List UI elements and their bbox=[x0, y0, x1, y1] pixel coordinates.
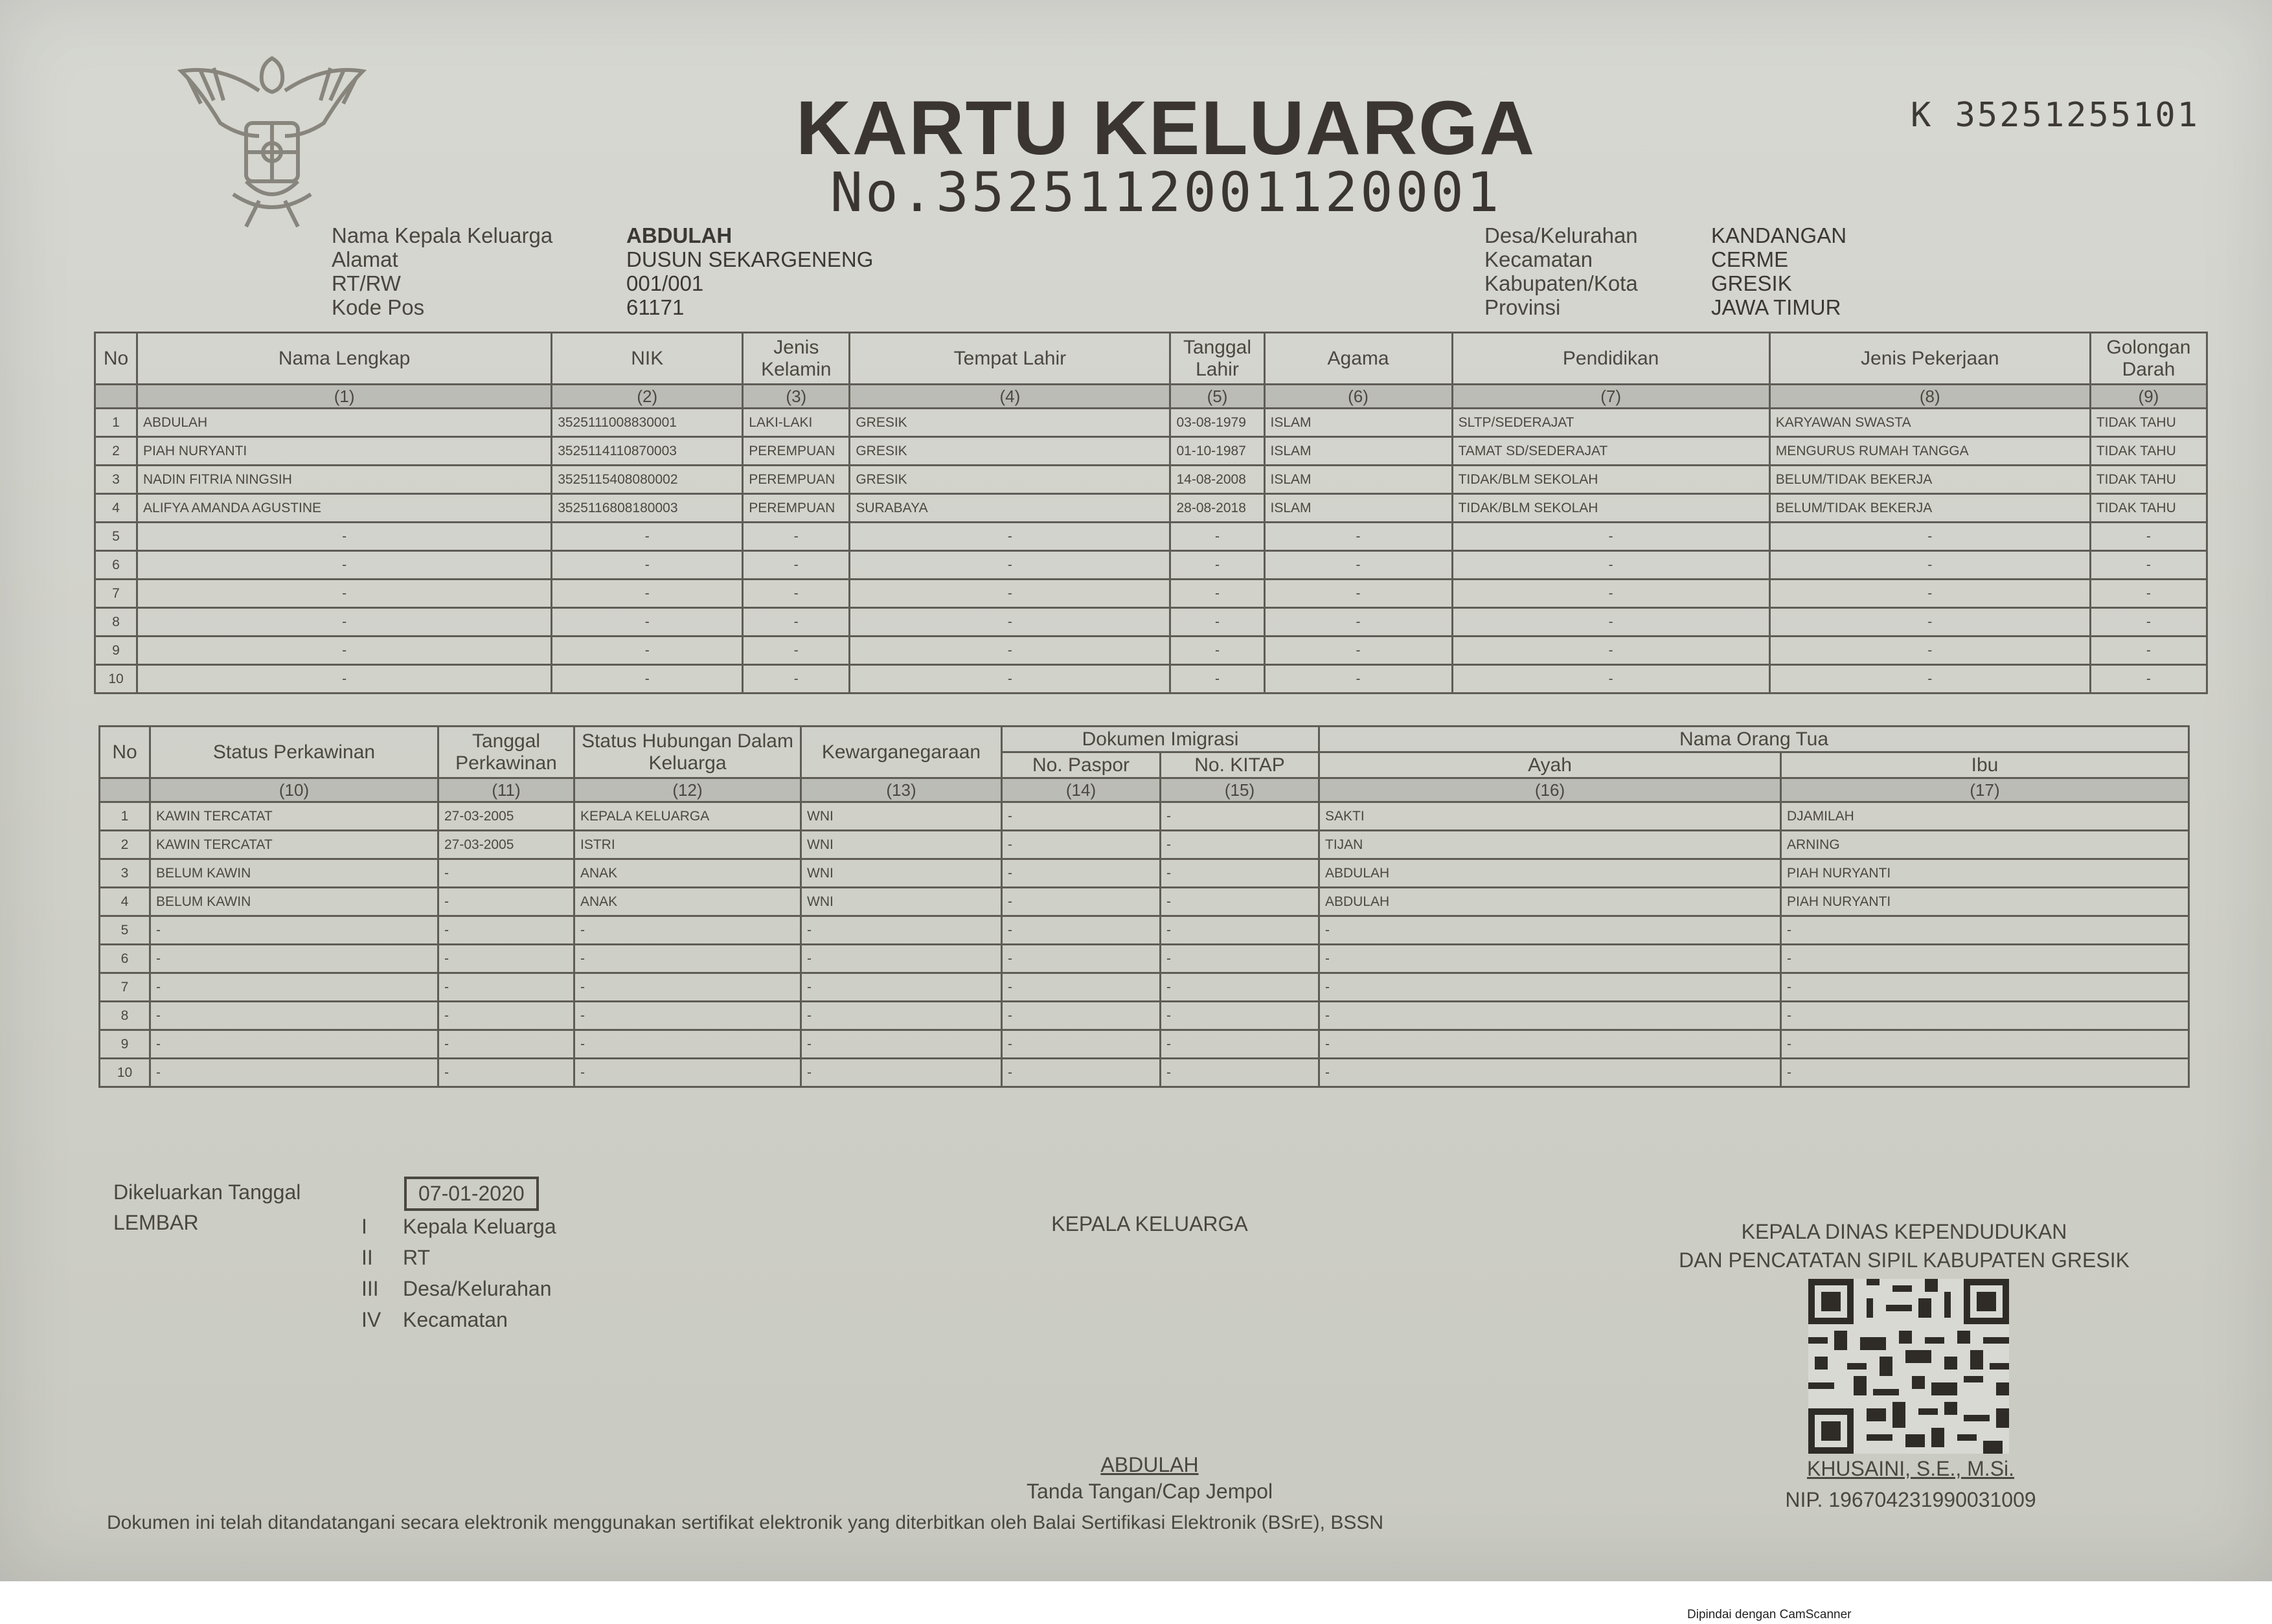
cell-tgl_kawin: 27-03-2005 bbox=[438, 802, 574, 831]
cell-ayah: ABDULAH bbox=[1319, 888, 1781, 916]
cell-tempat: GRESIK bbox=[850, 409, 1170, 437]
cell-tgl: 03-08-1979 bbox=[1170, 409, 1264, 437]
cell-tempat: - bbox=[850, 523, 1170, 551]
cell-no: 6 bbox=[100, 945, 150, 973]
cell-no: 1 bbox=[95, 409, 137, 437]
cell-status_kawin: BELUM KAWIN bbox=[150, 859, 438, 888]
info-value: ABDULAH bbox=[626, 223, 733, 247]
cell-hubungan: - bbox=[574, 1030, 801, 1059]
lembar-item: Kepala Keluarga bbox=[403, 1215, 556, 1238]
column-index-row bbox=[95, 385, 2207, 409]
cell-jk: - bbox=[743, 608, 850, 637]
cell-no: 3 bbox=[95, 466, 137, 494]
cell-nik: 3525111008830001 bbox=[552, 409, 743, 437]
col-index: (7) bbox=[1452, 385, 1769, 409]
cell-tempat: GRESIK bbox=[850, 437, 1170, 466]
cell-pekerjaan: - bbox=[1769, 637, 2090, 665]
info-label: Provinsi bbox=[1484, 295, 1561, 319]
cell-kitap: - bbox=[1161, 888, 1319, 916]
kepala-keluarga-sign-name: ABDULAH bbox=[1100, 1453, 1199, 1476]
cell-no: 3 bbox=[100, 859, 150, 888]
col-header-pekerjaan: Jenis Pekerjaan bbox=[1769, 333, 2090, 385]
cell-no: 1 bbox=[100, 802, 150, 831]
cell-ibu: PIAH NURYANTI bbox=[1781, 888, 2189, 916]
cell-pendidikan: TIDAK/BLM SEKOLAH bbox=[1452, 466, 1769, 494]
cell-jk: PEREMPUAN bbox=[743, 437, 850, 466]
col-header-ayah: Ayah bbox=[1319, 752, 1781, 778]
cell-kitap: - bbox=[1161, 859, 1319, 888]
info-label: Alamat bbox=[332, 247, 398, 271]
kadis-name: KHUSAINI, S.E., M.Si. bbox=[1806, 1457, 2015, 1480]
col-index: (16) bbox=[1319, 778, 1781, 802]
cell-agama: - bbox=[1264, 608, 1452, 637]
electronic-signature-notice: Dokumen ini telah ditandatangani secara elektronik menggunakan sertifikat elektronik yang diterbitkan oleh Balai Sertifikasi Elektronik (BSrE), BSSN bbox=[107, 1512, 1384, 1533]
cell-agama: ISLAM bbox=[1264, 409, 1452, 437]
kadis-title-line: KEPALA DINAS KEPENDUDUKAN bbox=[1741, 1220, 2067, 1243]
cell-ibu: - bbox=[1781, 1002, 2189, 1030]
cell-goldar: - bbox=[2090, 551, 2207, 580]
cell-pendidikan: SLTP/SEDERAJAT bbox=[1452, 409, 1769, 437]
cell-pendidikan: - bbox=[1452, 637, 1769, 665]
col-index: (3) bbox=[743, 385, 850, 409]
info-label: Nama Kepala Keluarga bbox=[332, 223, 553, 247]
cell-no: 7 bbox=[95, 580, 137, 608]
cell-ayah: - bbox=[1319, 1059, 1781, 1087]
cell-paspor: - bbox=[1002, 1030, 1161, 1059]
col-index: (12) bbox=[574, 778, 801, 802]
members-table bbox=[94, 332, 2208, 694]
col-header-pendidikan: Pendidikan bbox=[1452, 333, 1769, 385]
cell-nama: PIAH NURYANTI bbox=[137, 437, 552, 466]
lembar-item: Kecamatan bbox=[403, 1308, 508, 1331]
cell-goldar: - bbox=[2090, 523, 2207, 551]
cell-tempat: SURABAYA bbox=[850, 494, 1170, 523]
cell-tgl_kawin: - bbox=[438, 1030, 574, 1059]
col-header-agama: Agama bbox=[1264, 333, 1452, 385]
cell-pendidikan: TAMAT SD/SEDERAJAT bbox=[1452, 437, 1769, 466]
cell-ayah: - bbox=[1319, 1030, 1781, 1059]
garuda-emblem-icon bbox=[162, 32, 382, 240]
cell-tempat: - bbox=[850, 608, 1170, 637]
cell-kitap: - bbox=[1161, 802, 1319, 831]
cell-hubungan: - bbox=[574, 916, 801, 945]
cell-status_kawin: - bbox=[150, 916, 438, 945]
cell-tgl_kawin: - bbox=[438, 973, 574, 1002]
info-label: Kecamatan bbox=[1484, 247, 1593, 271]
cell-hubungan: ISTRI bbox=[574, 831, 801, 859]
cell-nik: 3525114110870003 bbox=[552, 437, 743, 466]
info-value: 001/001 bbox=[626, 271, 704, 295]
cell-tgl_kawin: - bbox=[438, 1059, 574, 1087]
col-index: (2) bbox=[552, 385, 743, 409]
cell-nik: 3525116808180003 bbox=[552, 494, 743, 523]
cell-kwn: WNI bbox=[801, 888, 1002, 916]
cell-no: 8 bbox=[100, 1002, 150, 1030]
col-header-status-hubungan: Status Hubungan Dalam Keluarga bbox=[574, 727, 801, 778]
cell-hubungan: - bbox=[574, 945, 801, 973]
cell-paspor: - bbox=[1002, 1002, 1161, 1030]
cell-kitap: - bbox=[1161, 973, 1319, 1002]
cell-status_kawin: - bbox=[150, 1059, 438, 1087]
cell-jk: - bbox=[743, 551, 850, 580]
col-index: (13) bbox=[801, 778, 1002, 802]
table-row bbox=[95, 665, 2207, 694]
cell-no: 4 bbox=[100, 888, 150, 916]
cell-ibu: - bbox=[1781, 916, 2189, 945]
cell-pendidikan: - bbox=[1452, 551, 1769, 580]
info-label: RT/RW bbox=[332, 271, 401, 295]
info-label: Kode Pos bbox=[332, 295, 425, 319]
cell-tgl_kawin: 27-03-2005 bbox=[438, 831, 574, 859]
cell-pekerjaan: KARYAWAN SWASTA bbox=[1769, 409, 2090, 437]
cell-nama: - bbox=[137, 637, 552, 665]
table-row bbox=[100, 859, 2189, 888]
cell-pendidikan: - bbox=[1452, 580, 1769, 608]
kadis-title bbox=[1606, 1217, 2202, 1274]
cell-nama: ABDULAH bbox=[137, 409, 552, 437]
cell-pekerjaan: - bbox=[1769, 665, 2090, 694]
cell-no: 9 bbox=[95, 637, 137, 665]
cell-jk: - bbox=[743, 637, 850, 665]
cell-ayah: SAKTI bbox=[1319, 802, 1781, 831]
cell-nik: - bbox=[552, 665, 743, 694]
cell-nik: - bbox=[552, 608, 743, 637]
col-header-paspor: No. Paspor bbox=[1002, 752, 1161, 778]
cell-hubungan: ANAK bbox=[574, 859, 801, 888]
cell-no: 6 bbox=[95, 551, 137, 580]
table-row bbox=[100, 802, 2189, 831]
cell-jk: - bbox=[743, 580, 850, 608]
cell-tgl: 14-08-2008 bbox=[1170, 466, 1264, 494]
family-info-left bbox=[332, 223, 873, 319]
cell-hubungan: - bbox=[574, 1002, 801, 1030]
cell-ayah: - bbox=[1319, 973, 1781, 1002]
col-header-tanggal-perkawinan: Tanggal Perkawinan bbox=[438, 727, 574, 778]
cell-status_kawin: KAWIN TERCATAT bbox=[150, 831, 438, 859]
table-row bbox=[95, 466, 2207, 494]
cell-kitap: - bbox=[1161, 1059, 1319, 1087]
document-title: KARTU KELUARGA bbox=[795, 85, 1536, 171]
col-header-tempat-lahir: Tempat Lahir bbox=[850, 333, 1170, 385]
cell-no: 5 bbox=[95, 523, 137, 551]
cell-paspor: - bbox=[1002, 888, 1161, 916]
cell-status_kawin: - bbox=[150, 1002, 438, 1030]
column-index-row bbox=[100, 778, 2189, 802]
info-value: DUSUN SEKARGENENG bbox=[626, 247, 874, 271]
cell-tempat: GRESIK bbox=[850, 466, 1170, 494]
cell-ayah: ABDULAH bbox=[1319, 859, 1781, 888]
qr-code-icon bbox=[1808, 1279, 2009, 1454]
col-header-nik: NIK bbox=[552, 333, 743, 385]
col-index: (17) bbox=[1781, 778, 2189, 802]
table-row bbox=[95, 551, 2207, 580]
info-label: Kabupaten/Kota bbox=[1484, 271, 1638, 295]
issued-date: 07-01-2020 bbox=[404, 1177, 539, 1211]
cell-jk: PEREMPUAN bbox=[743, 466, 850, 494]
col-index: (11) bbox=[438, 778, 574, 802]
col-index: (5) bbox=[1170, 385, 1264, 409]
cell-kwn: WNI bbox=[801, 831, 1002, 859]
table-row bbox=[100, 1030, 2189, 1059]
civil-status-table bbox=[98, 725, 2190, 1088]
cell-tempat: - bbox=[850, 665, 1170, 694]
kadis-nip: NIP. 196704231990031009 bbox=[1785, 1488, 2036, 1511]
col-index: (1) bbox=[137, 385, 552, 409]
col-index: (9) bbox=[2090, 385, 2207, 409]
col-header-no: No bbox=[100, 727, 150, 778]
cell-jk: PEREMPUAN bbox=[743, 494, 850, 523]
cell-tgl_kawin: - bbox=[438, 859, 574, 888]
cell-tgl: - bbox=[1170, 580, 1264, 608]
cell-pekerjaan: - bbox=[1769, 551, 2090, 580]
cell-nik: - bbox=[552, 580, 743, 608]
col-header-dokumen-imigrasi: Dokumen Imigrasi bbox=[1002, 727, 1319, 752]
cell-tgl_kawin: - bbox=[438, 916, 574, 945]
cell-kwn: - bbox=[801, 916, 1002, 945]
cell-pekerjaan: - bbox=[1769, 580, 2090, 608]
cell-status_kawin: - bbox=[150, 1030, 438, 1059]
lembar-number: IV bbox=[361, 1308, 381, 1331]
cell-nama: NADIN FITRIA NINGSIH bbox=[137, 466, 552, 494]
issued-date-label: Dikeluarkan Tanggal bbox=[113, 1180, 301, 1204]
cell-hubungan: KEPALA KELUARGA bbox=[574, 802, 801, 831]
lembar-list bbox=[361, 1211, 556, 1335]
cell-tgl: - bbox=[1170, 637, 1264, 665]
table-row bbox=[100, 945, 2189, 973]
cell-tgl: - bbox=[1170, 523, 1264, 551]
cell-agama: - bbox=[1264, 637, 1452, 665]
col-header-jenis-kelamin: Jenis Kelamin bbox=[743, 333, 850, 385]
lembar-number: II bbox=[361, 1246, 373, 1269]
table-row bbox=[100, 888, 2189, 916]
cell-tgl_kawin: - bbox=[438, 888, 574, 916]
cell-jk: - bbox=[743, 665, 850, 694]
cell-paspor: - bbox=[1002, 1059, 1161, 1087]
col-header-kewarganegaraan: Kewarganegaraan bbox=[801, 727, 1002, 778]
cell-no: 4 bbox=[95, 494, 137, 523]
cell-status_kawin: - bbox=[150, 973, 438, 1002]
cell-no: 10 bbox=[95, 665, 137, 694]
cell-nama: - bbox=[137, 665, 552, 694]
cell-agama: ISLAM bbox=[1264, 466, 1452, 494]
table-row bbox=[95, 637, 2207, 665]
cell-ayah: - bbox=[1319, 916, 1781, 945]
kadis-title-line: DAN PENCATATAN SIPIL KABUPATEN GRESIK bbox=[1679, 1248, 2130, 1272]
lembar-number: III bbox=[361, 1277, 379, 1300]
info-value: KANDANGAN bbox=[1711, 223, 1847, 247]
info-value: GRESIK bbox=[1711, 271, 1792, 295]
col-header-no: No bbox=[95, 333, 137, 385]
cell-kwn: WNI bbox=[801, 859, 1002, 888]
col-header-golongan-darah: Golongan Darah bbox=[2090, 333, 2207, 385]
cell-paspor: - bbox=[1002, 945, 1161, 973]
cell-kwn: - bbox=[801, 1059, 1002, 1087]
cell-pekerjaan: - bbox=[1769, 523, 2090, 551]
cell-pendidikan: - bbox=[1452, 608, 1769, 637]
cell-kitap: - bbox=[1161, 916, 1319, 945]
cell-no: 8 bbox=[95, 608, 137, 637]
cell-jk: LAKI-LAKI bbox=[743, 409, 850, 437]
cell-ayah: - bbox=[1319, 945, 1781, 973]
lembar-number: I bbox=[361, 1215, 367, 1238]
col-header-nama-orang-tua: Nama Orang Tua bbox=[1319, 727, 2189, 752]
cell-ibu: DJAMILAH bbox=[1781, 802, 2189, 831]
cell-ibu: ARNING bbox=[1781, 831, 2189, 859]
cell-tgl_kawin: - bbox=[438, 945, 574, 973]
cell-ibu: - bbox=[1781, 1030, 2189, 1059]
cell-pendidikan: - bbox=[1452, 523, 1769, 551]
col-index: (15) bbox=[1161, 778, 1319, 802]
info-label: Desa/Kelurahan bbox=[1484, 223, 1638, 247]
cell-tgl: 01-10-1987 bbox=[1170, 437, 1264, 466]
family-info-right bbox=[1484, 223, 1846, 319]
cell-agama: - bbox=[1264, 551, 1452, 580]
cell-paspor: - bbox=[1002, 802, 1161, 831]
cell-kwn: - bbox=[801, 945, 1002, 973]
table-row bbox=[95, 523, 2207, 551]
cell-goldar: TIDAK TAHU bbox=[2090, 494, 2207, 523]
cell-kwn: - bbox=[801, 973, 1002, 1002]
cell-pekerjaan: - bbox=[1769, 608, 2090, 637]
cell-ibu: - bbox=[1781, 1059, 2189, 1087]
cell-nama: - bbox=[137, 580, 552, 608]
kk-number: No.3525112001120001 bbox=[830, 161, 1502, 224]
cell-pekerjaan: BELUM/TIDAK BEKERJA bbox=[1769, 466, 2090, 494]
cell-ibu: - bbox=[1781, 973, 2189, 1002]
cell-kwn: WNI bbox=[801, 802, 1002, 831]
cell-agama: - bbox=[1264, 580, 1452, 608]
cell-status_kawin: BELUM KAWIN bbox=[150, 888, 438, 916]
cell-pendidikan: - bbox=[1452, 665, 1769, 694]
col-header-ibu: Ibu bbox=[1781, 752, 2189, 778]
cell-ibu: PIAH NURYANTI bbox=[1781, 859, 2189, 888]
col-header-tanggal-lahir: Tanggal Lahir bbox=[1170, 333, 1264, 385]
table-row bbox=[100, 916, 2189, 945]
cell-paspor: - bbox=[1002, 973, 1161, 1002]
cell-paspor: - bbox=[1002, 916, 1161, 945]
cell-nama: - bbox=[137, 608, 552, 637]
cell-agama: ISLAM bbox=[1264, 494, 1452, 523]
cell-hubungan: - bbox=[574, 973, 801, 1002]
cell-kwn: - bbox=[801, 1030, 1002, 1059]
info-value: 61171 bbox=[626, 295, 685, 319]
cell-pekerjaan: MENGURUS RUMAH TANGGA bbox=[1769, 437, 2090, 466]
cell-no: 2 bbox=[95, 437, 137, 466]
cell-ayah: TIJAN bbox=[1319, 831, 1781, 859]
cell-nik: 3525115408080002 bbox=[552, 466, 743, 494]
table-row bbox=[95, 437, 2207, 466]
cell-tempat: - bbox=[850, 551, 1170, 580]
cell-hubungan: - bbox=[574, 1059, 801, 1087]
cell-goldar: - bbox=[2090, 608, 2207, 637]
info-value: JAWA TIMUR bbox=[1711, 295, 1841, 319]
cell-kitap: - bbox=[1161, 945, 1319, 973]
table-row bbox=[95, 494, 2207, 523]
cell-goldar: - bbox=[2090, 637, 2207, 665]
table-row bbox=[95, 580, 2207, 608]
kepala-keluarga-sign-title: KEPALA KELUARGA bbox=[1051, 1212, 1248, 1235]
cell-tempat: - bbox=[850, 580, 1170, 608]
cell-ibu: - bbox=[1781, 945, 2189, 973]
cell-goldar: TIDAK TAHU bbox=[2090, 437, 2207, 466]
table-row bbox=[100, 1059, 2189, 1087]
cell-tgl: - bbox=[1170, 608, 1264, 637]
cell-kwn: - bbox=[801, 1002, 1002, 1030]
cell-agama: ISLAM bbox=[1264, 437, 1452, 466]
cell-status_kawin: KAWIN TERCATAT bbox=[150, 802, 438, 831]
col-header-kitap: No. KITAP bbox=[1161, 752, 1319, 778]
signature-caption: Tanda Tangan/Cap Jempol bbox=[1026, 1480, 1273, 1503]
cell-kitap: - bbox=[1161, 1030, 1319, 1059]
cell-no: 10 bbox=[100, 1059, 150, 1087]
cell-tgl: - bbox=[1170, 551, 1264, 580]
info-value: CERME bbox=[1711, 247, 1789, 271]
cell-nik: - bbox=[552, 523, 743, 551]
cell-goldar: TIDAK TAHU bbox=[2090, 466, 2207, 494]
table-row bbox=[100, 831, 2189, 859]
col-header-nama: Nama Lengkap bbox=[137, 333, 552, 385]
col-header-status-perkawinan: Status Perkawinan bbox=[150, 727, 438, 778]
cell-pekerjaan: BELUM/TIDAK BEKERJA bbox=[1769, 494, 2090, 523]
cell-goldar: - bbox=[2090, 580, 2207, 608]
cell-nama: ALIFYA AMANDA AGUSTINE bbox=[137, 494, 552, 523]
cell-tgl: 28-08-2018 bbox=[1170, 494, 1264, 523]
cell-tgl_kawin: - bbox=[438, 1002, 574, 1030]
cell-nama: - bbox=[137, 523, 552, 551]
table-row bbox=[100, 1002, 2189, 1030]
cell-pendidikan: TIDAK/BLM SEKOLAH bbox=[1452, 494, 1769, 523]
cell-jk: - bbox=[743, 523, 850, 551]
cell-no: 7 bbox=[100, 973, 150, 1002]
cell-no: 9 bbox=[100, 1030, 150, 1059]
cell-goldar: - bbox=[2090, 665, 2207, 694]
table-row bbox=[95, 409, 2207, 437]
scanner-watermark: Dipindai dengan CamScanner bbox=[1687, 1608, 1852, 1621]
cell-no: 2 bbox=[100, 831, 150, 859]
cell-agama: - bbox=[1264, 665, 1452, 694]
cell-nik: - bbox=[552, 637, 743, 665]
cell-agama: - bbox=[1264, 523, 1452, 551]
col-index: (4) bbox=[850, 385, 1170, 409]
cell-kitap: - bbox=[1161, 831, 1319, 859]
lembar-label: LEMBAR bbox=[113, 1211, 199, 1234]
cell-kitap: - bbox=[1161, 1002, 1319, 1030]
cell-tempat: - bbox=[850, 637, 1170, 665]
lembar-item: RT bbox=[403, 1246, 431, 1269]
table-row bbox=[100, 973, 2189, 1002]
cell-status_kawin: - bbox=[150, 945, 438, 973]
cell-tgl: - bbox=[1170, 665, 1264, 694]
cell-no: 5 bbox=[100, 916, 150, 945]
table-row bbox=[95, 608, 2207, 637]
col-index: (10) bbox=[150, 778, 438, 802]
cell-paspor: - bbox=[1002, 859, 1161, 888]
cell-nik: - bbox=[552, 551, 743, 580]
serial-number: K 35251255101 bbox=[1911, 96, 2199, 135]
cell-goldar: TIDAK TAHU bbox=[2090, 409, 2207, 437]
cell-nama: - bbox=[137, 551, 552, 580]
col-index: (6) bbox=[1264, 385, 1452, 409]
col-index: (14) bbox=[1002, 778, 1161, 802]
lembar-item: Desa/Kelurahan bbox=[403, 1277, 552, 1300]
cell-hubungan: ANAK bbox=[574, 888, 801, 916]
cell-paspor: - bbox=[1002, 831, 1161, 859]
col-index: (8) bbox=[1769, 385, 2090, 409]
cell-ayah: - bbox=[1319, 1002, 1781, 1030]
